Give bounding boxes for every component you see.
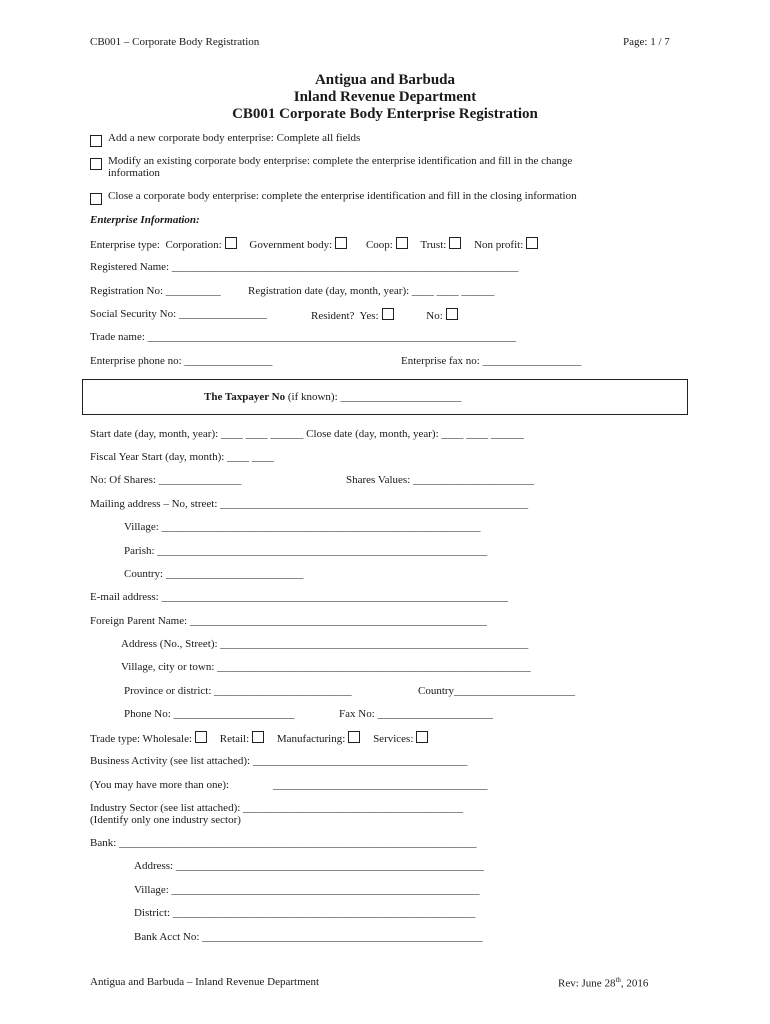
foreign-phone-field[interactable]: Phone No: ______________________ xyxy=(124,708,295,720)
enterprise-phone-field[interactable]: Enterprise phone no: ________________ xyxy=(90,355,273,367)
bank-field[interactable]: Bank: _________________________________________________________________ xyxy=(90,837,477,849)
foreign-village-field[interactable]: Village, city or town: _________________________________________________________ xyxy=(121,661,531,673)
page-header-title: CB001 – Corporate Body Registration xyxy=(90,36,260,48)
taxpayer-field[interactable] xyxy=(204,391,461,403)
country-field[interactable]: Country: _________________________ xyxy=(124,568,304,580)
section-enterprise-information: Enterprise Information: xyxy=(90,214,200,226)
retail-label: Retail: xyxy=(219,733,250,745)
add-checkbox[interactable] xyxy=(90,135,102,147)
trust-label: Trust: xyxy=(420,239,447,251)
title-department: Inland Revenue Department xyxy=(293,89,477,105)
close-checkbox[interactable] xyxy=(90,193,102,205)
services-label: Services: xyxy=(373,733,414,745)
title-country: Antigua and Barbuda xyxy=(314,72,456,88)
more-than-one-label: (You may have more than one): xyxy=(90,779,230,791)
add-option-label: Add a new corporate body enterprise: Complete all fields xyxy=(108,132,361,144)
number-of-shares-field[interactable]: No: Of Shares: _______________ xyxy=(90,474,242,486)
government-body-label: Government body: xyxy=(249,239,333,251)
trade-type-row xyxy=(90,731,430,745)
additional-activity-field[interactable]: _______________________________________ xyxy=(273,779,488,791)
close-option-label: Close a corporate body enterprise: complete the enterprise identification and fill in the closing information xyxy=(108,190,577,202)
corporation-label: Corporation: xyxy=(165,239,222,251)
registered-name-field[interactable]: Registered Name: _______________________________________________________________ xyxy=(90,261,519,273)
title-form: CB001 Corporate Body Enterprise Registration xyxy=(232,106,538,122)
government-body-checkbox[interactable] xyxy=(335,237,347,249)
foreign-parent-name-field[interactable]: Foreign Parent Name: ______________________________________________________ xyxy=(90,615,487,627)
trust-checkbox[interactable] xyxy=(449,237,461,249)
page-number: Page: 1 / 7 xyxy=(623,36,670,48)
mailing-address-field[interactable]: Mailing address – No, street: ________________________________________________________ xyxy=(90,498,529,510)
coop-checkbox[interactable] xyxy=(396,237,408,249)
manufacturing-label: Manufacturing: xyxy=(276,733,346,745)
resident-yes-checkbox[interactable] xyxy=(382,308,394,320)
modify-option-label: Modify an existing corporate body enterprise: complete the enterprise identification and fill in the change xyxy=(108,155,573,167)
parish-field[interactable]: Parish: ____________________________________________________________ xyxy=(124,545,488,557)
resident-yes-label: Yes: xyxy=(359,310,379,322)
village-field[interactable]: Village: __________________________________________________________ xyxy=(124,521,481,533)
taxpayer-blank: (if known): ______________________ xyxy=(285,391,462,403)
footer-department: Antigua and Barbuda – Inland Revenue Department xyxy=(90,976,320,988)
bank-address-field[interactable]: Address: ________________________________________________________ xyxy=(134,860,484,872)
province-field[interactable]: Province or district: _________________________ xyxy=(124,685,352,697)
registration-date-field[interactable]: Registration date (day, month, year): ____ ____ ______ xyxy=(248,285,495,297)
manufacturing-checkbox[interactable] xyxy=(348,731,360,743)
shares-values-field[interactable]: Shares Values: ______________________ xyxy=(346,474,535,486)
social-security-field[interactable]: Social Security No: ________________ xyxy=(90,308,267,320)
resident-label: Resident? xyxy=(311,310,355,322)
enterprise-type-label: Enterprise type: xyxy=(90,239,160,251)
bank-account-field[interactable]: Bank Acct No: ___________________________________________________ xyxy=(134,931,483,943)
fiscal-year-field[interactable]: Fiscal Year Start (day, month): ____ ____ xyxy=(90,451,274,463)
foreign-address-field[interactable]: Address (No., Street): ________________________________________________________ xyxy=(121,638,529,650)
non-profit-checkbox[interactable] xyxy=(526,237,538,249)
taxpayer-label: The Taxpayer No xyxy=(204,391,286,403)
enterprise-type-row xyxy=(90,237,540,251)
resident-no-checkbox[interactable] xyxy=(446,308,458,320)
modify-checkbox[interactable] xyxy=(90,158,102,170)
resident-no-label: No: xyxy=(426,310,443,322)
foreign-fax-field[interactable]: Fax No: _____________________ xyxy=(339,708,493,720)
services-checkbox[interactable] xyxy=(416,731,428,743)
resident-row xyxy=(311,308,460,322)
start-close-date-field[interactable]: Start date (day, month, year): ____ ____ ______ Close date (day, month, year): ____ ____ ______ xyxy=(90,428,524,440)
foreign-country-field[interactable]: Country______________________ xyxy=(418,685,576,697)
enterprise-fax-field[interactable]: Enterprise fax no: __________________ xyxy=(401,355,582,367)
bank-village-field[interactable]: Village: ________________________________________________________ xyxy=(134,884,480,896)
wholesale-label: Trade type: Wholesale: xyxy=(90,733,193,745)
coop-label: Coop: xyxy=(365,239,393,251)
email-field[interactable]: E-mail address: _______________________________________________________________ xyxy=(90,591,508,603)
corporation-checkbox[interactable] xyxy=(225,237,237,249)
non-profit-label: Non profit: xyxy=(474,239,524,251)
industry-sector-field[interactable]: Industry Sector (see list attached): ________________________________________ xyxy=(90,802,464,814)
modify-option-label-cont: information xyxy=(108,167,160,179)
retail-checkbox[interactable] xyxy=(252,731,264,743)
industry-sector-note: (Identify only one industry sector) xyxy=(90,814,241,826)
footer-revision: Rev: June 28th, 2016 xyxy=(558,976,649,990)
wholesale-checkbox[interactable] xyxy=(195,731,207,743)
trade-name-field[interactable]: Trade name: ___________________________________________________________________ xyxy=(90,331,517,343)
bank-district-field[interactable]: District: _______________________________________________________ xyxy=(134,907,476,919)
registration-no-field[interactable]: Registration No: __________ xyxy=(90,285,221,297)
business-activity-field[interactable]: Business Activity (see list attached): _______________________________________ xyxy=(90,755,468,767)
